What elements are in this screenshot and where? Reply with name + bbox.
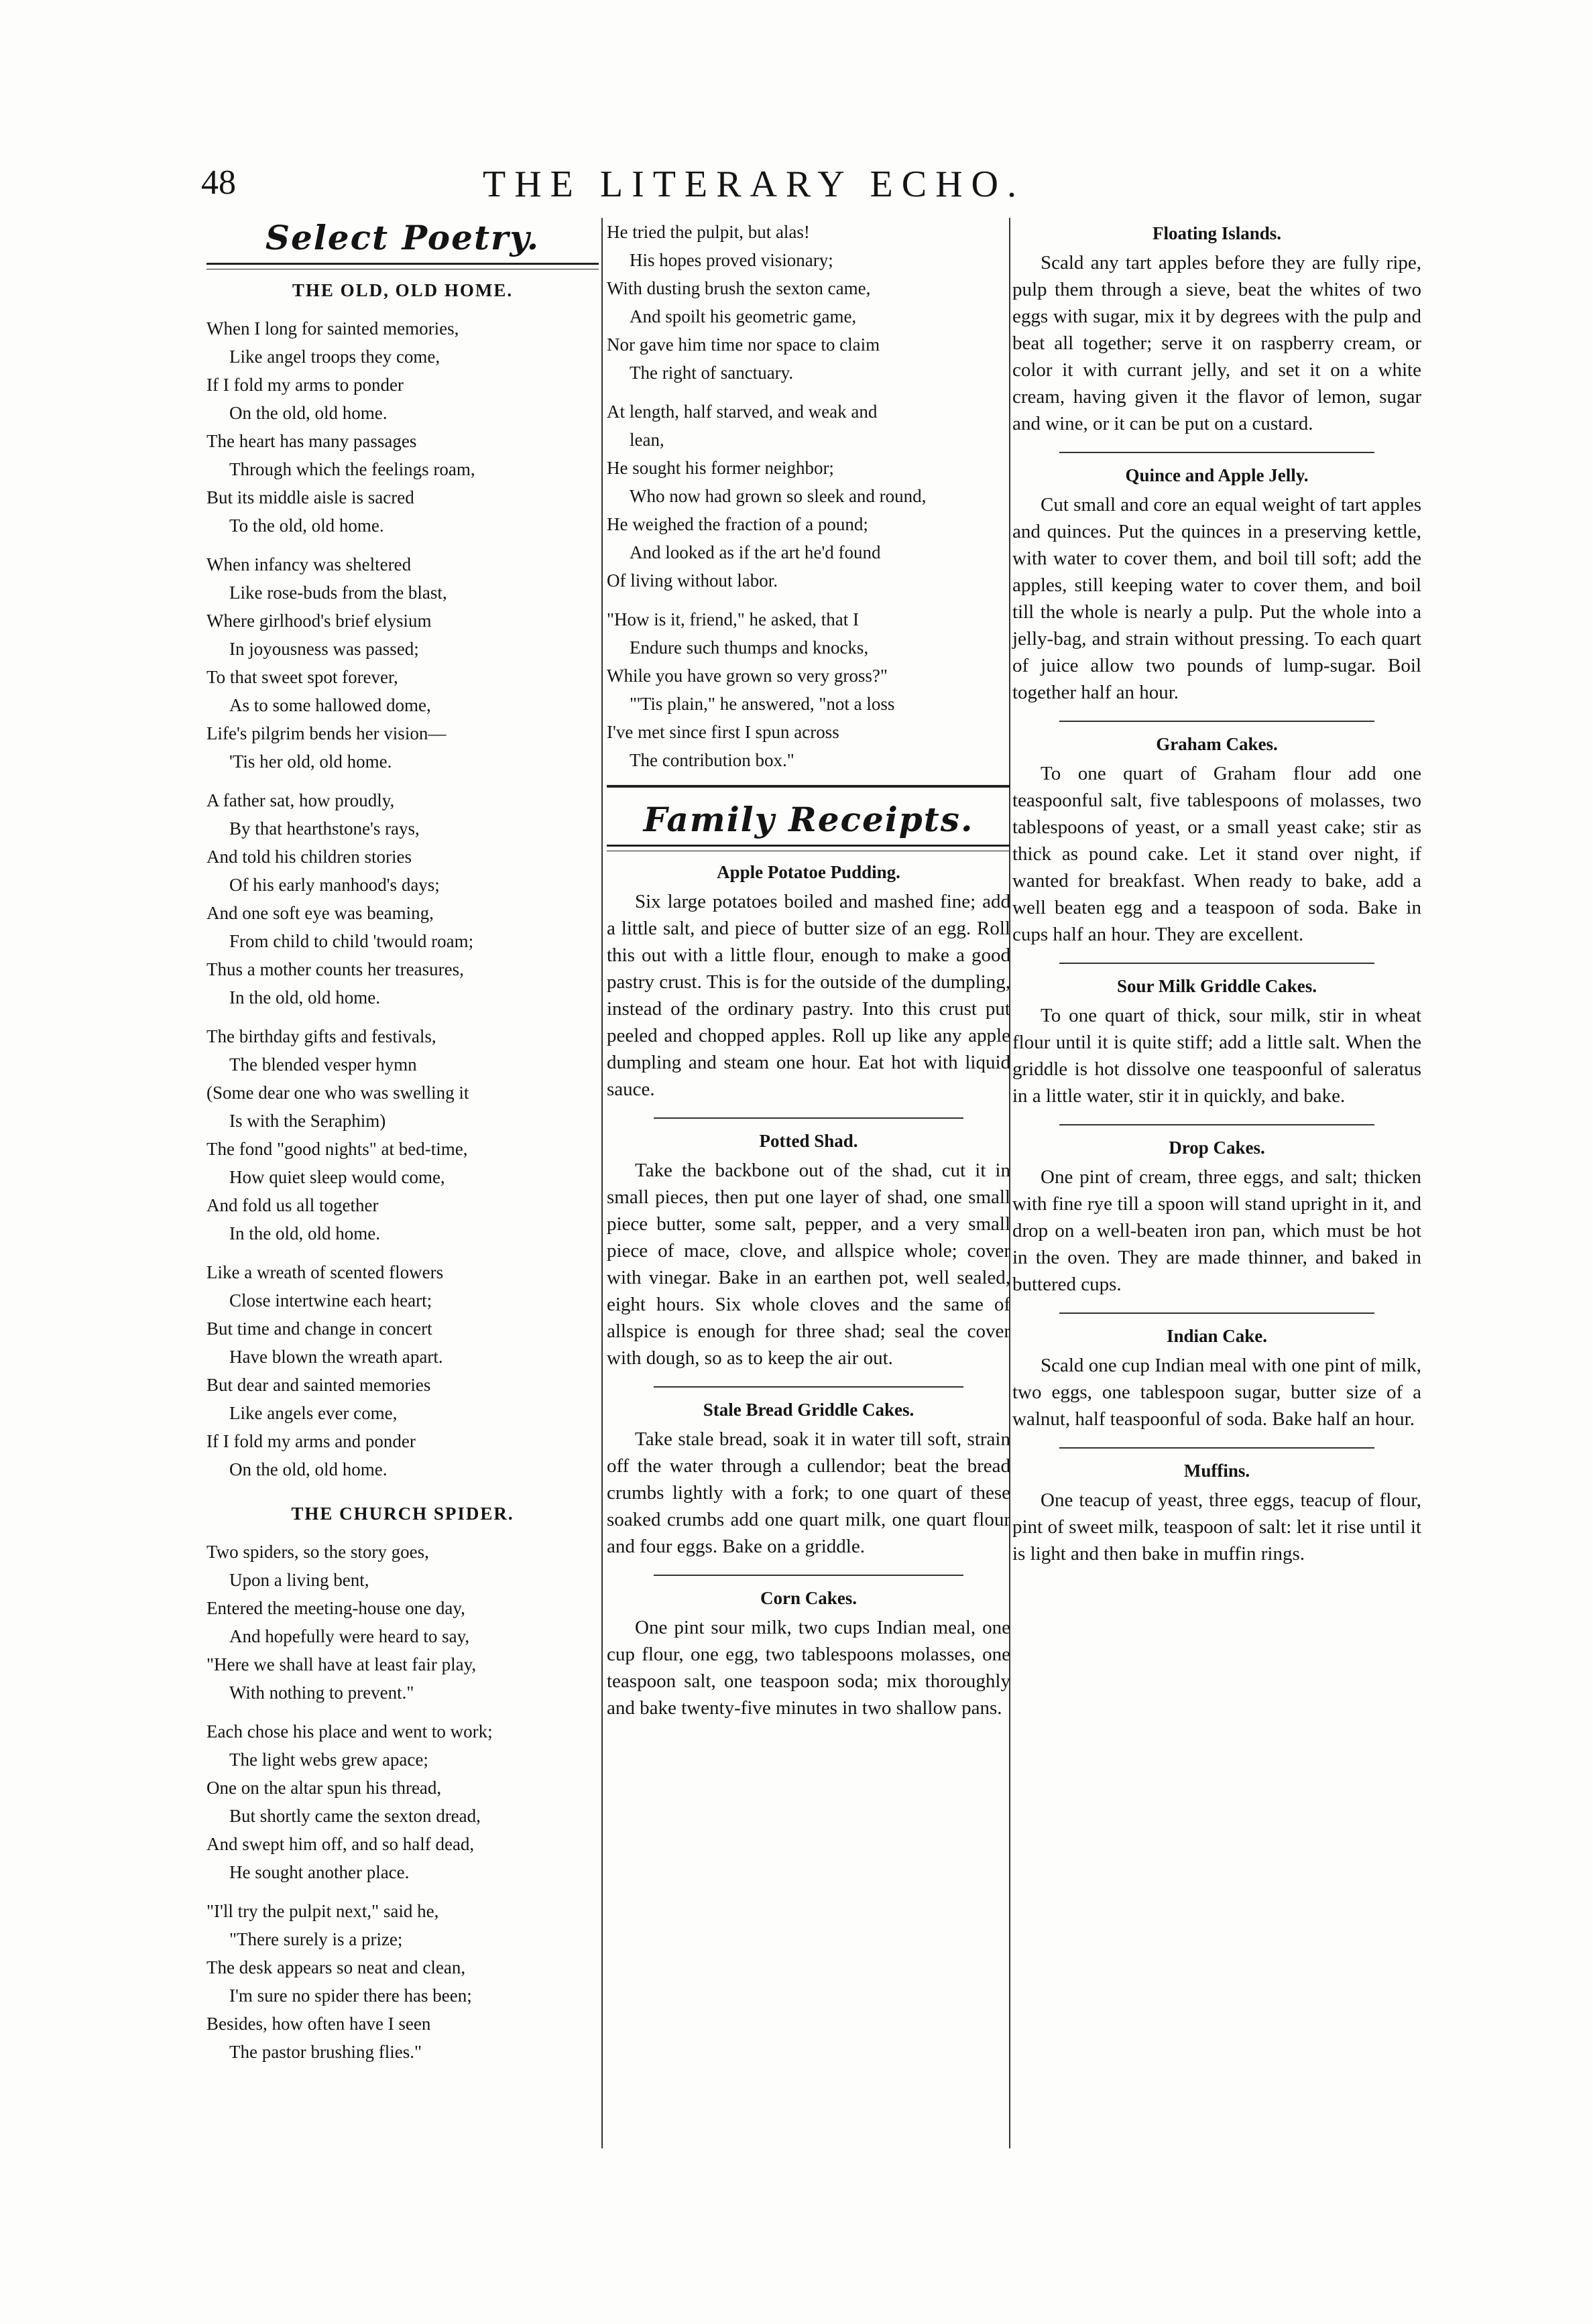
journal-title: THE LITERARY ECHO. [483,164,1025,205]
poem-line: With dusting brush the sexton came, [607,278,871,298]
poem-line: I've met since first I spun across [607,722,839,742]
recipe-title: Sour Milk Griddle Cakes. [1116,976,1317,996]
poem-line: When I long for sainted memories, [206,318,459,339]
poem-line: Like a wreath of scented flowers [206,1262,444,1282]
recipe-title: Quince and Apple Jelly. [1125,465,1309,485]
poem-line: In the old, old home. [229,1223,380,1243]
poem-body [206,314,599,1483]
column-poetry [206,218,599,2077]
column-right [1012,218,1421,1574]
recipe-divider [1059,721,1374,722]
poem-line: "Here we shall have at least fair play, [206,1654,477,1674]
poem-line: "I'll try the pulpit next," said he, [206,1901,439,1921]
poem-line: But shortly came the sexton dread, [229,1806,481,1826]
recipe-text: Six large potatoes boiled and mashed fine; add a little salt, and piece of butter size of an egg. Roll this out with a little flour, enough to make a good pastry crust. This is for the outside of the dumpling, instead of the ordinary pastry. Into this crust put peeled and chopped apples. Roll up like any apple dumpling and steam one hour. Eat hot with liquid sauce. [607,891,1010,1100]
poem-line: Like angels ever come, [229,1403,398,1423]
recipe-divider [654,1386,963,1388]
recipe-divider [1059,1312,1374,1314]
recipe-list [607,862,1010,1721]
poem-line: Endure such thumps and knocks, [630,637,869,658]
poem-line: On the old, old home. [229,1459,388,1479]
poem-line: But time and change in concert [206,1319,432,1339]
poem-line: While you have grown so very gross?" [607,666,888,686]
poem-line: Close intertwine each heart; [229,1290,432,1310]
poem-line: If I fold my arms to ponder [206,375,404,395]
page-number: 48 [201,164,236,202]
poem-line: Each chose his place and went to work; [206,1721,493,1741]
poem-line: Entered the meeting-house one day, [206,1598,465,1618]
recipe-text: Scald any tart apples before they are fully ripe, pulp them through a sieve, beat the whites of two eggs with sugar, mix it by degrees with the pulp and beat all together; serve it on raspberry cream, or color it with currant jelly, and set it on a white cream, having given it the flavor of lemon, sugar and wine, or it can be put on a custard. [1012,252,1421,434]
poem-line: In the old, old home. [229,987,380,1007]
poem-line: Thus a mother counts her treasures, [206,959,464,979]
recipe-text: One teacup of yeast, three eggs, teacup of flour, pint of sweet milk, teaspoon of salt: let it rise until it is light and then bake in muffin rings. [1012,1489,1421,1565]
recipe-text: To one quart of Graham flour add one teaspoonful salt, five tablespoons of molasses, two tablespoons of yeast, or a small yeast cake; stir as thick as pound cake. Let it stand over night, if wanted for breakfast. When ready to bake, add a well beaten egg and a teaspoon of soda. Bake in cups half an hour. They are excellent. [1012,763,1421,945]
recipe-title: Graham Cakes. [1156,734,1278,754]
poem-line: A father sat, how proudly, [206,790,395,810]
recipe-divider [1059,963,1374,964]
poem-line: The desk appears so neat and clean, [206,1957,466,1977]
column-middle [607,218,1010,1728]
poem-title: THE OLD, OLD HOME. [292,280,514,300]
recipe-divider [654,1575,963,1576]
recipe-text: One pint of cream, three eggs, and salt; thicken with fine rye till a spoon will stand upright in it, and drop on a well-beaten iron pan, which must be hot in the oven. They are made thinner, and baked in buttered cups. [1012,1166,1421,1295]
poem-line: The fond "good nights" at bed-time, [206,1139,468,1159]
poem-line: And swept him off, and so half dead, [206,1834,475,1854]
poem-line: The light webs grew apace; [229,1750,428,1770]
poem-line: "How is it, friend," he asked, that I [607,609,859,629]
poem-line: Who now had grown so sleek and round, [630,486,927,506]
poem-line: Of living without labor. [607,570,778,591]
stanza [206,1258,599,1483]
page-header [201,163,1140,217]
poem-line: From child to child 'twould roam; [229,931,474,951]
poem-line: And spoilt his geometric game, [630,306,857,326]
stanza [206,1897,599,2066]
poem-line: Like rose-buds from the blast, [229,583,447,603]
section-heading-receipts: Family Receipts. [643,800,974,839]
poem-line: He weighed the fraction of a pound; [607,514,868,534]
poem-title: THE CHURCH SPIDER. [291,1504,514,1524]
recipe-title: Floating Islands. [1152,223,1282,243]
poem-line: But dear and sainted memories [206,1375,431,1395]
poem-line: And told his children stories [206,847,412,867]
recipe-list [1012,223,1421,1567]
section-rule [607,785,1010,788]
stanza [607,605,1010,774]
poem-line: Through which the feelings roam, [229,459,475,479]
poem-line: To that sweet spot forever, [206,667,398,687]
poem-line: Upon a living bent, [229,1570,369,1590]
recipe-text: Take stale bread, soak it in water till soft, strain off the water through a cullendor; beat the bread crumbs lightly with a fork; to one quart of these soaked crumbs add one quart milk, one quart flour and four eggs. Bake on a griddle. [607,1428,1010,1557]
recipe-text: Cut small and core an equal weight of tart apples and quinces. Put the quinces in a preserving kettle, with water to cover them, and boil till soft; add the apples, still keeping water to cover them, and boil till the whole is nearly a pulp. Put the whole into a jelly-bag, and strain without pressing. To each quart of juice allow two pounds of lump-sugar. Boil together half an hour. [1012,494,1421,703]
poem-line: Besides, how often have I seen [206,2014,431,2034]
poem-line: But its middle aisle is sacred [206,487,414,507]
poem-line: With nothing to prevent." [229,1683,414,1703]
column-divider [601,218,603,2148]
poem-line: The pastor brushing flies." [229,2042,422,2062]
recipe-title: Potted Shad. [759,1131,858,1151]
poem-line: Like angel troops they come, [229,347,440,367]
recipe-text: Take the backbone out of the shad, cut it in small pieces, then put one layer of shad, one small piece butter, some salt, pepper, and a very small piece of mace, clove, and allspice whole; cover with vinegar. Bake in an earthen pot, well sealed, eight hours. Six whole cloves and the same of allspice is enough for three shad; seal the cover with dough, so as to keep the air out. [607,1160,1010,1369]
poem-line: Nor gave him time nor space to claim [607,334,880,355]
recipe-title: Drop Cakes. [1169,1138,1265,1158]
recipe-title: Corn Cakes. [760,1588,857,1608]
poem-line: I'm sure no spider there has been; [229,1985,472,2006]
poem-line: 'Tis her old, old home. [229,751,392,772]
poem-line: Where girlhood's brief elysium [206,611,432,631]
poem-line: On the old, old home. [229,403,388,423]
recipe-divider [654,1117,963,1119]
stanza [607,218,1010,387]
poem-line: Of his early manhood's days; [229,875,440,895]
poem-line: He sought another place. [229,1862,410,1882]
poem-line: And looked as if the art he'd found [630,542,881,562]
poem-line: How quiet sleep would come, [229,1167,445,1187]
stanza [206,1717,599,1886]
recipe-text: Scald one cup Indian meal with one pint of milk, two eggs, one tablespoon sugar, butter size of a walnut, half teaspoonful of soda. Bake half an hour. [1012,1355,1421,1430]
stanza [206,1022,599,1247]
poem-line: He sought his former neighbor; [607,458,834,478]
stanza [206,550,599,776]
poem-line: By that hearthstone's rays, [229,818,420,839]
poem-body [206,1538,599,2066]
poem-line: And one soft eye was beaming, [206,903,434,923]
recipe-text: One pint sour milk, two cups Indian meal, one cup flour, one egg, two tablespoons molasses, one teaspoon salt, one teaspoon soda; mix thoroughly and bake twenty-five minutes in two shallow pans. [607,1617,1010,1719]
poem-line: lean, [630,430,664,450]
recipe-title: Apple Potatoe Pudding. [717,862,900,882]
poem-line: Have blown the wreath apart. [229,1347,443,1367]
poem-line: The blended vesper hymn [229,1054,417,1075]
poem-body-continued [607,218,1010,774]
poem-line: In joyousness was passed; [229,639,419,659]
poem-line: And fold us all together [206,1195,379,1215]
section-heading-poetry: Select Poetry. [265,218,540,257]
recipe-title: Muffins. [1183,1461,1250,1481]
recipe-title: Stale Bread Griddle Cakes. [703,1400,914,1420]
poem-line: Is with the Seraphim) [229,1111,386,1131]
poem-line: "'Tis plain," he answered, "not a loss [630,694,895,714]
poem-line: His hopes proved visionary; [630,250,833,270]
recipe-divider [1059,452,1374,453]
stanza [206,314,599,540]
poem-line: He tried the pulpit, but alas! [607,222,810,242]
recipe-divider [1059,1447,1374,1449]
poem-line: The right of sanctuary. [630,363,794,383]
poem-line: At length, half starved, and weak and [607,402,878,422]
poem-line: The heart has many passages [206,431,417,451]
poem-line: Life's pilgrim bends her vision— [206,723,447,743]
poem-line: To the old, old home. [229,515,384,536]
heading-rule [206,263,599,269]
recipe-text: To one quart of thick, sour milk, stir in wheat flour until it is quite stiff; add a little salt. When the griddle is hot dissolve one teaspoonful of saleratus in a little water, stir it in quickly, and bake. [1012,1005,1421,1107]
recipe-divider [1059,1124,1374,1125]
poem-line: The contribution box." [630,750,794,770]
poem-line: One on the altar spun his thread, [206,1778,442,1798]
stanza [206,786,599,1012]
poem-line: As to some hallowed dome, [229,695,431,715]
poem-line: When infancy was sheltered [206,554,412,574]
poem-line: Two spiders, so the story goes, [206,1542,429,1562]
poem-line: And hopefully were heard to say, [229,1626,470,1646]
stanza [206,1538,599,1707]
stanza [607,397,1010,595]
poem-line: (Some dear one who was swelling it [206,1083,469,1103]
heading-rule [607,845,1010,851]
poem-line: The birthday gifts and festivals, [206,1026,436,1046]
poem-line: If I fold my arms and ponder [206,1431,416,1451]
poem-line: "There surely is a prize; [229,1929,403,1949]
recipe-title: Indian Cake. [1166,1326,1268,1346]
